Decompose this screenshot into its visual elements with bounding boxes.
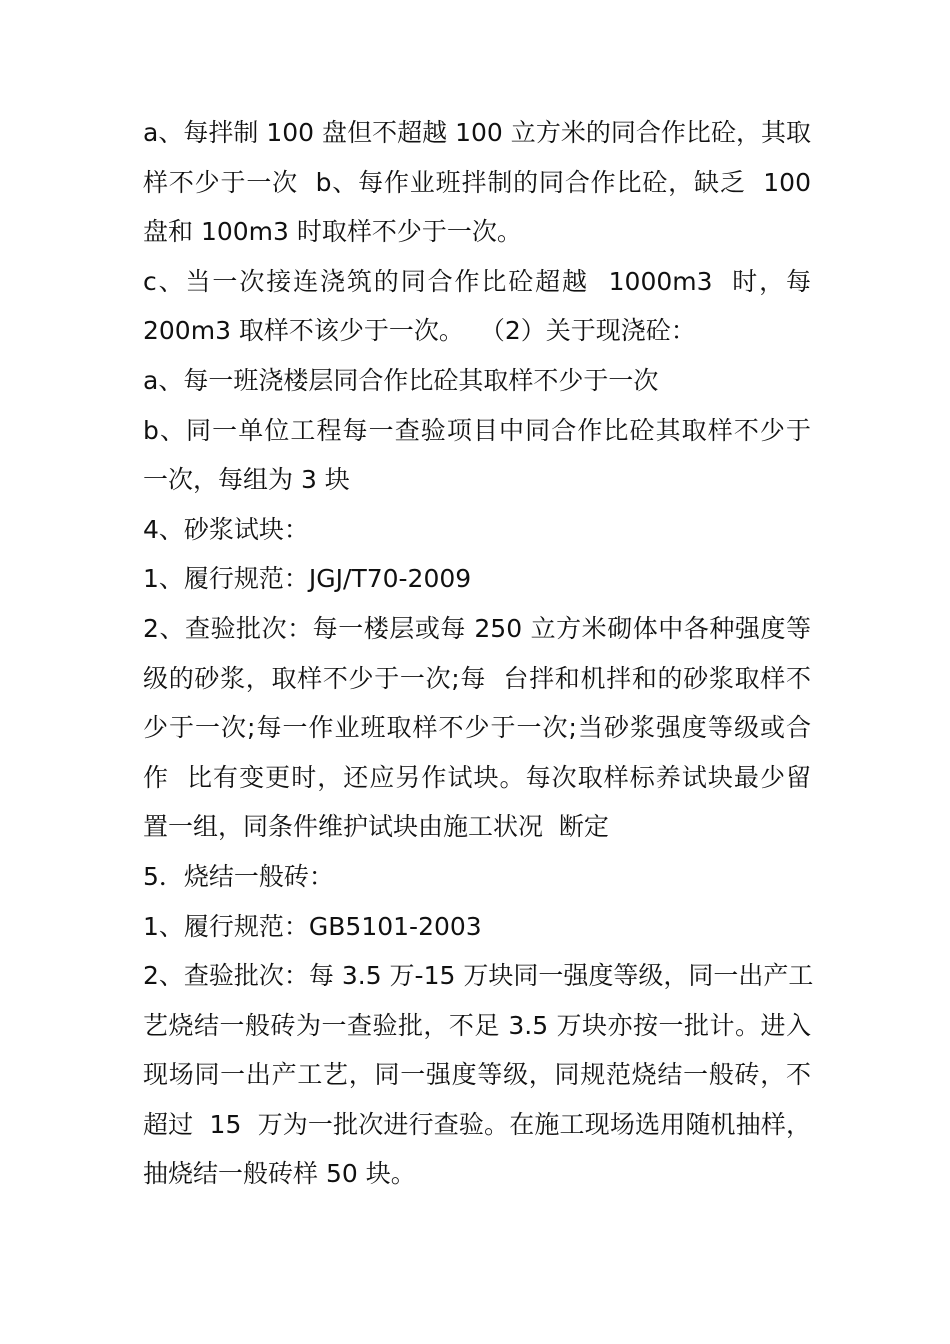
text-line: a、每拌制 100 盘但不超越 100 立方米的同合作比砼，其取 [143,118,811,147]
text-line: b、同一单位工程每一查验项目中同合作比砼其取样不少于 [143,415,811,445]
text-line: 样不少于一次 b、每作业班拌制的同合作比砼，缺乏 100 [143,167,811,197]
text-line: 艺烧结一般砖为一查验批，不足 3.5 万块亦按一批计。进入 [143,1010,811,1040]
text-line: 2、查验批次：每 3.5 万-15 万块同一强度等级，同一出产工 [143,961,814,991]
text-line: 少于一次;每一作业班取样不少于一次;当砂浆强度等级或合 [143,713,811,743]
text-line: 超过 15 万为一批次进行查验。在施工现场选用随机抽样， [143,1109,811,1139]
text-line: 级的砂浆，取样不少于一次;每 台拌和机拌和的砂浆取样不 [143,663,811,693]
text-line: 200m3 取样不该少于一次。 （2）关于现浇砼： [143,316,696,346]
text-line: 置一组，同条件维护试块由施工状况 断定 [143,812,609,842]
text-line: 作 比有变更时，还应另作试块。每次取样标养试块最少留 [143,762,811,792]
text-line: 1、履行规范：GB5101-2003 [143,911,482,941]
section-heading: 4、砂浆试块： [143,514,309,544]
text-line: 现场同一出产工艺，同一强度等级，同规范烧结一般砖，不 [143,1060,811,1090]
section-heading: 5．烧结一般砖： [143,861,334,891]
text-line: 2、查验批次：每一楼层或每 250 立方米砌体中各种强度等 [143,613,811,643]
text-line: a、每一班浇楼层同合作比砼其取样不少于一次 [143,365,659,395]
text-line: 抽烧结一般砖样 50 块。 [143,1159,416,1189]
text-line: 1、履行规范：JGJ/T70-2009 [143,564,472,594]
text-line: 一次，每组为 3 块 [143,465,350,495]
text-line: c、当一次接连浇筑的同合作比砼超越 1000m3 时，每 [143,266,811,296]
text-line: 盘和 100m3 时取样不少于一次。 [143,217,522,247]
document-body [143,108,814,1199]
